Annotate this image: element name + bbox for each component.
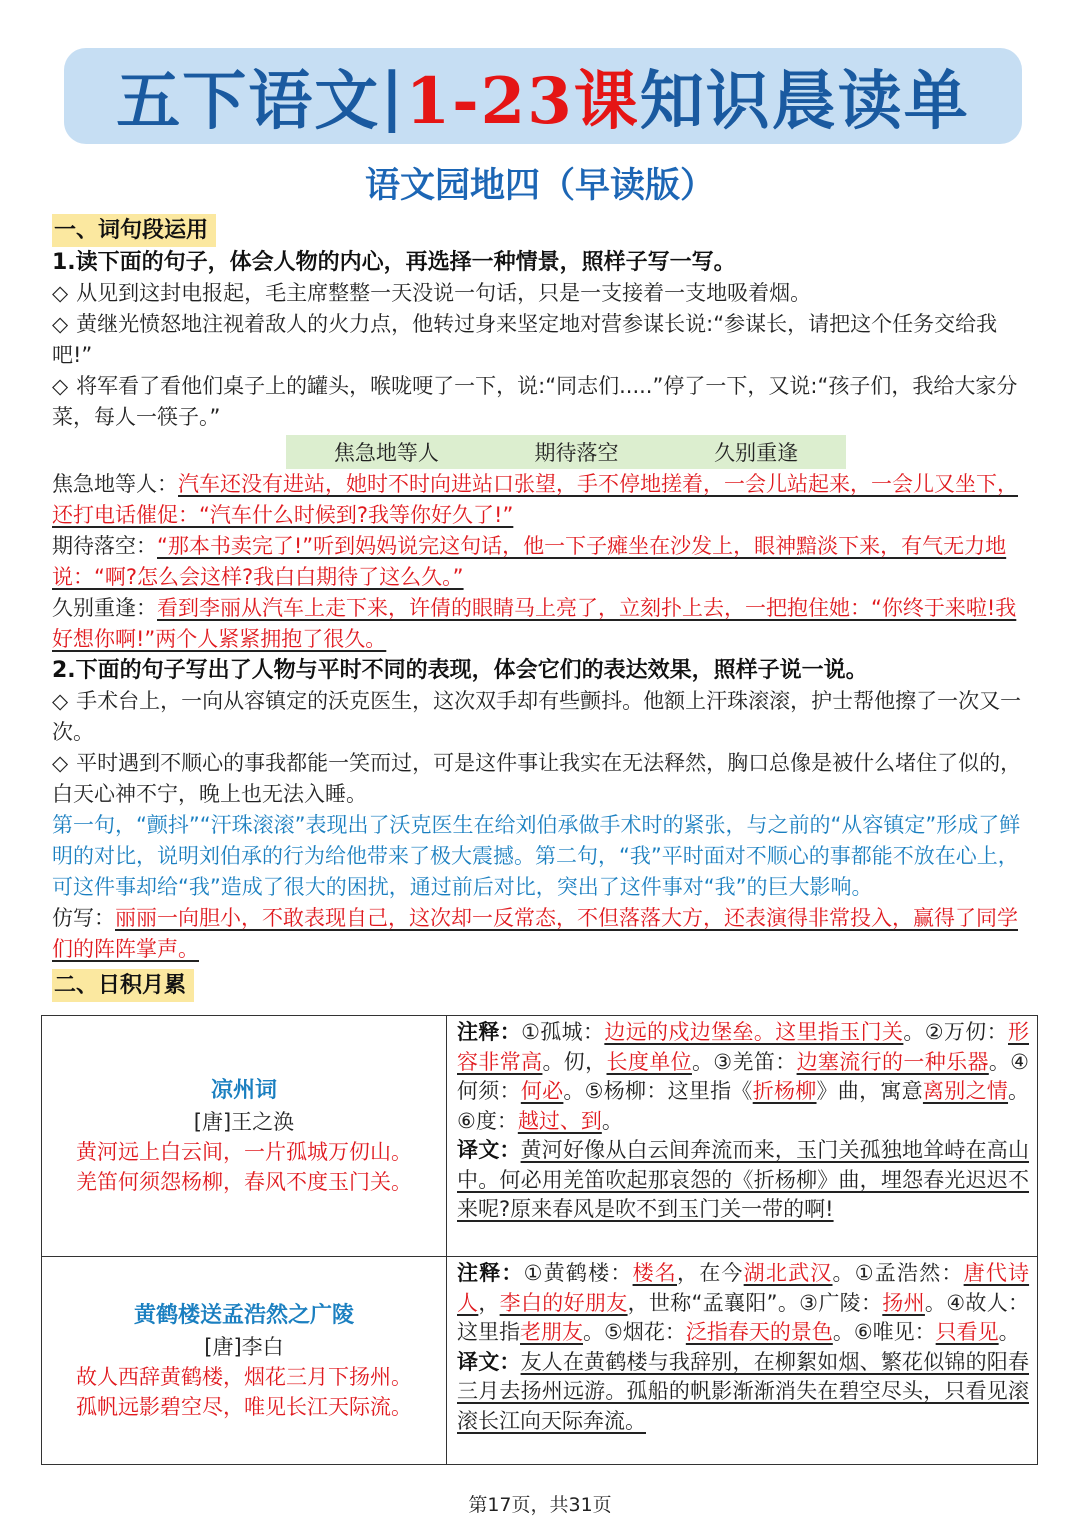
- section-word-usage: [52, 214, 1037, 1002]
- answer-scene-3: 久别重逢：看到李丽从汽车上走下来，许倩的眼睛马上亮了，立刻扑上去，一把抱住她：“你终于来啦!我好想你啊!”两个人紧紧拥抱了很久。: [52, 596, 1017, 651]
- poem-title: 黄鹤楼送孟浩然之广陵: [133, 1302, 354, 1328]
- poem-notes-cell: [447, 1016, 1038, 1257]
- question-2: 2.下面的句子写出了人物与平时不同的表现，体会它们的表达效果，照样子说一说。: [52, 658, 868, 683]
- poem-notes: 注释：①黄鹤楼：楼名，在今湖北武汉。①孟浩然：唐代诗人，李白的好朋友，世称“孟襄阳”。③广陵：扬州。④故人：这里指老朋友。⑤烟花：泛指春天的景色。⑥唯见：只看见。: [457, 1261, 1030, 1345]
- banner-separator: |: [380, 58, 406, 134]
- diamond-icon: ◇: [52, 281, 69, 305]
- section1-heading: 一、词句段运用: [52, 214, 216, 247]
- poem-line: 孤帆远影碧空尽，唯见长江天际流。: [76, 1394, 412, 1419]
- diamond-icon: ◇: [52, 312, 69, 336]
- scene-option: 焦急地等人: [333, 441, 439, 465]
- poem-line: 羌笛何须怨杨柳，春风不度玉门关。: [76, 1170, 412, 1195]
- poem-cell: [42, 1016, 447, 1257]
- scene-option: 久别重逢: [714, 441, 799, 465]
- scene-option: 期待落空: [534, 441, 619, 465]
- poem-cell: [42, 1257, 447, 1465]
- poem-line: 故人西辞黄鹤楼，烟花三月下扬州。: [76, 1364, 412, 1389]
- poem-table: [41, 1015, 1038, 1465]
- table-row: [42, 1257, 1038, 1465]
- poem-line: 黄河远上白云间，一片孤城万仞山。: [76, 1140, 412, 1165]
- example-sentence: ◇ 将军看了看他们桌子上的罐头，喉咙哽了一下，说:“同志们.....”停了一下，又说:“孩子们，我给大家分菜，每人一筷子。”: [52, 374, 1018, 429]
- scene-options: [286, 435, 846, 469]
- poem-author: [唐]李白: [204, 1334, 284, 1359]
- analysis-text: 第一句，“颤抖”“汗珠滚滚”表现出了沃克医生在给刘伯承做手术时的紧张，与之前的“从容镇定”形成了鲜明的对比，说明刘伯承的行为给他带来了极大震撼。第二句，“我”平时面对不顺心的事都能不放在心上，可这件事却给“我”造成了很大的困扰，通过前后对比，突出了这件事对“我”的巨大影响。: [52, 813, 1021, 899]
- example-sentence: ◇ 平时遇到不顺心的事我都能一笑而过，可是这件事让我实在无法释然，胸口总像是被什么堵住了似的，白天心神不宁，晚上也无法入睡。: [52, 751, 1022, 806]
- banner-title-part3: 知识晨读单: [639, 64, 970, 139]
- page-number: 第17页，共31页: [468, 1494, 612, 1516]
- example-sentence: ◇ 手术台上，一向从容镇定的沃克医生，这次双手却有些颤抖。他额上汗珠滚滚，护士帮他擦了一次又一次。: [52, 689, 1022, 744]
- table-row: [42, 1016, 1038, 1257]
- poem-title: 凉州词: [210, 1078, 277, 1104]
- diamond-icon: ◇: [52, 689, 69, 713]
- page-subtitle: 语文园地四（早读版）: [364, 166, 715, 206]
- example-sentence: ◇ 黄继光愤怒地注视着敌人的火力点，他转过身来坚定地对营参谋长说:“参谋长，请把这个任务交给我吧!”: [52, 312, 998, 367]
- answer-scene-2: 期待落空：“那本书卖完了!”听到妈妈说完这句话，他一下子瘫坐在沙发上，眼神黯淡下来，有气无力地说：“啊?怎么会这样?我白白期待了这么久。”: [52, 534, 1007, 589]
- banner-title-part1: 五下语文: [116, 64, 381, 139]
- title-banner: [64, 48, 1022, 144]
- section2-heading: 二、日积月累: [52, 969, 194, 1002]
- diamond-icon: ◇: [52, 751, 69, 775]
- poem-notes: 注释：①孤城：边远的戍边堡垒。这里指玉门关。②万仞：形容非常高。仞，长度单位。③羌笛：边塞流行的一种乐器。④何须：何必。⑤杨柳：这里指《折杨柳》曲，寓意离别之情。⑥度：越过、到。: [457, 1020, 1030, 1133]
- poem-translation: 译文：黄河好像从白云间奔流而来，玉门关孤独地耸峙在高山中。何必用羌笛吹起那哀怨的《折杨柳》曲，埋怨春光迟迟不来呢?原来春风是吹不到玉门关一带的啊!: [457, 1138, 1029, 1221]
- poem-author: [唐]王之涣: [193, 1110, 295, 1135]
- diamond-icon: ◇: [52, 374, 69, 398]
- poem-translation: 译文：友人在黄鹤楼与我辞别，在柳絮如烟、繁花似锦的阳春三月去扬州远游。孤船的帆影渐渐消失在碧空尽头，只看见滚滚长江向天际奔流。: [457, 1349, 1029, 1433]
- example-sentence: ◇ 从见到这封电报起，毛主席整整一天没说一句话，只是一支接着一支地吸着烟。: [52, 281, 812, 305]
- poem-notes-cell: [447, 1257, 1038, 1465]
- answer-scene-1: 焦急地等人：汽车还没有进站，她时不时向进站口张望，手不停地搓着，一会儿站起来，一会儿又坐下，还打电话催促：“汽车什么时候到?我等你好久了!”: [52, 472, 1018, 527]
- question-1: 1.读下面的句子，体会人物的内心，再选择一种情景，照样子写一写。: [52, 250, 736, 275]
- imitation-answer: 仿写：丽丽一向胆小，不敢表现自己，这次却一反常态，不但落落大方，还表演得非常投入，赢得了同学们的阵阵掌声。: [52, 906, 1018, 961]
- banner-title-part2: 1-23课: [405, 64, 640, 139]
